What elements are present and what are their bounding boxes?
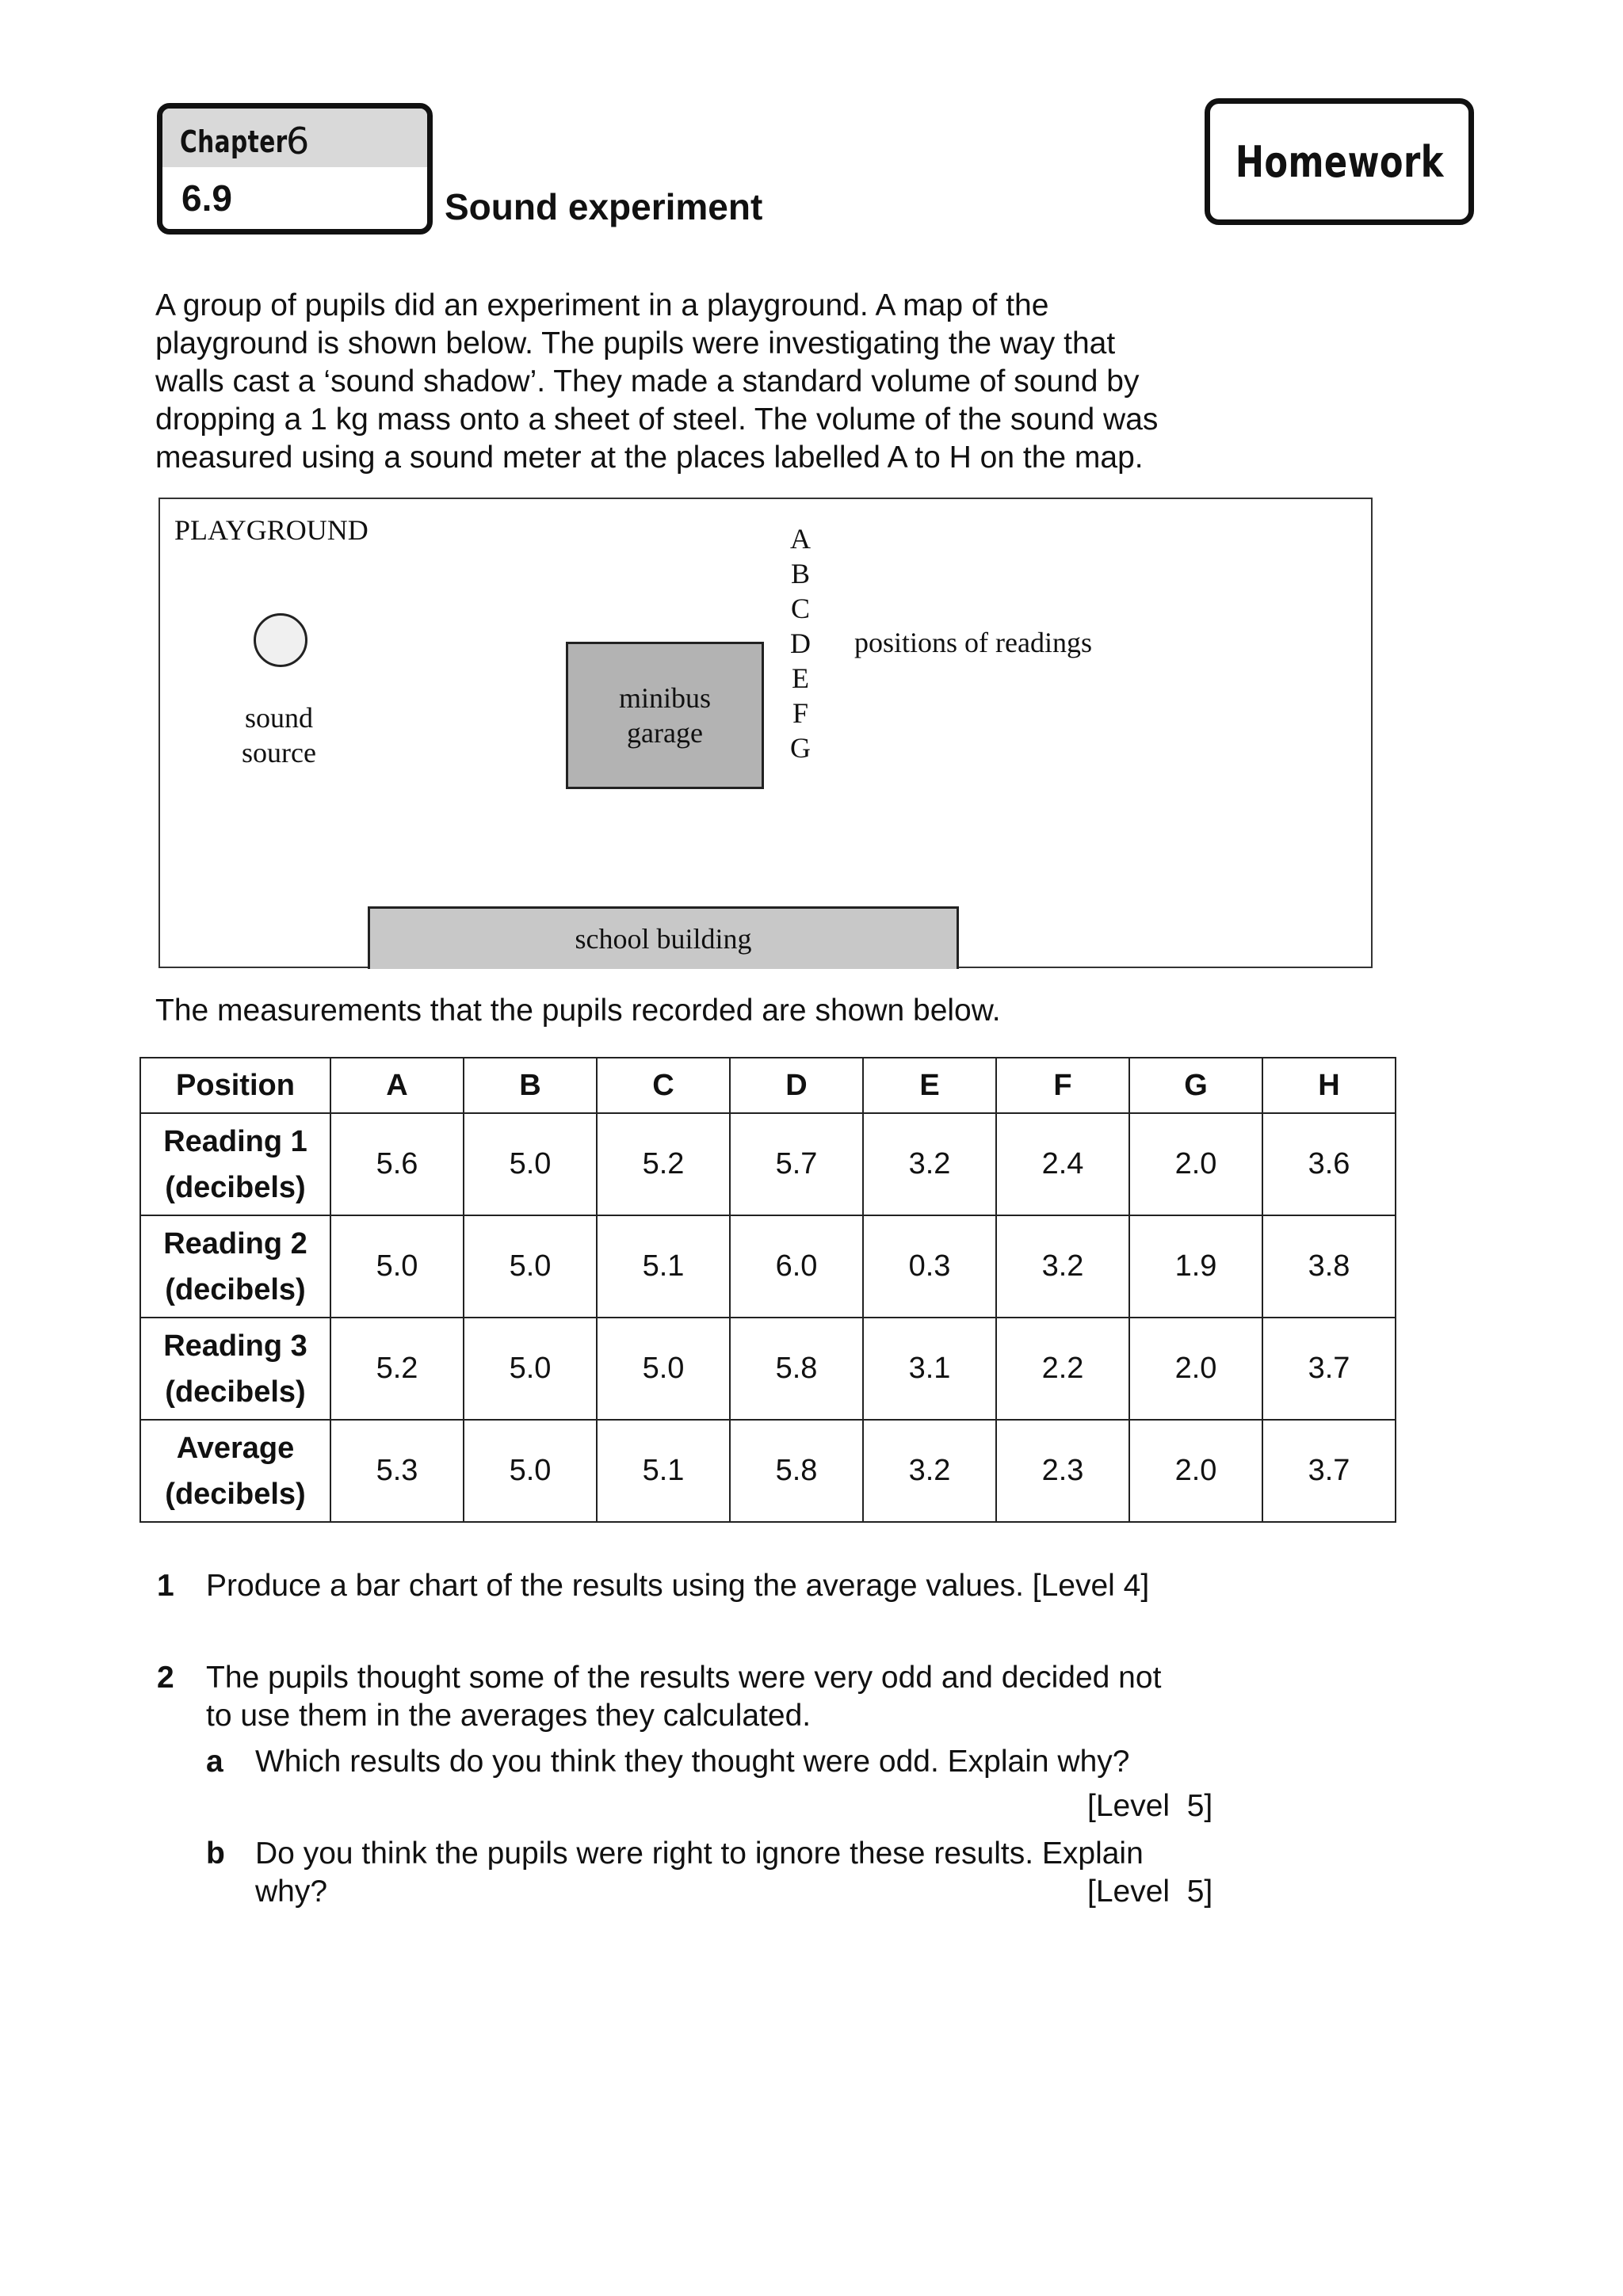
table-cell: 5.7 [730, 1113, 863, 1215]
table-cell: 2.0 [1129, 1113, 1262, 1215]
table-cell: 5.0 [330, 1215, 464, 1318]
table-cell: 5.8 [730, 1420, 863, 1522]
table-cell: 5.0 [597, 1318, 730, 1420]
chapter-number: 6 [286, 120, 310, 162]
table-row [140, 1113, 1396, 1215]
position-letter: C [790, 593, 810, 624]
table-cell: 5.0 [464, 1420, 597, 1522]
row-header-line: Reading 1 [163, 1124, 307, 1158]
table-header-row [140, 1058, 1396, 1113]
table-cell: 3.6 [1262, 1113, 1396, 1215]
garage-label-line: minibus [618, 682, 711, 714]
table-row [140, 1318, 1396, 1420]
table-cell: 5.0 [464, 1318, 597, 1420]
question-2b-level: [Level 5] [1087, 1875, 1213, 1909]
position-letter: B [790, 558, 810, 589]
table-cell: 3.2 [863, 1420, 996, 1522]
table-cell: 5.6 [330, 1113, 464, 1215]
positions-label: positions of readings [854, 627, 1092, 658]
row-header [140, 1420, 330, 1522]
column-header: G [1129, 1058, 1262, 1113]
question-1-number: 1 [157, 1569, 174, 1603]
position-letter: D [790, 627, 811, 659]
table-cell: 6.0 [730, 1215, 863, 1318]
row-header-line: (decibels) [165, 1272, 306, 1306]
table-cell: 5.8 [730, 1318, 863, 1420]
question-2-number: 2 [157, 1661, 174, 1695]
question-2-text [206, 1659, 1161, 1735]
sound-source-line: sound [244, 702, 313, 734]
table-cell: 2.0 [1129, 1420, 1262, 1522]
table-cell: 3.7 [1262, 1420, 1396, 1522]
intro-line: A group of pupils did an experiment in a playground. A map of the [155, 288, 1049, 322]
question-2b-label: b [206, 1836, 225, 1871]
row-header-line: Reading 2 [163, 1226, 307, 1261]
column-header: Position [140, 1058, 330, 1113]
column-header: E [863, 1058, 996, 1113]
column-header: F [996, 1058, 1129, 1113]
column-header: H [1262, 1058, 1396, 1113]
question-2a-text: Which results do you think they thought were odd. Explain why? [255, 1745, 1130, 1779]
question-2b-line: Do you think the pupils were right to ignore these results. Explain [255, 1836, 1144, 1871]
measurements-table [139, 1057, 1396, 1523]
row-header-line: (decibels) [165, 1477, 306, 1511]
school-building [368, 906, 959, 969]
table-cell: 2.3 [996, 1420, 1129, 1522]
intro-line: measured using a sound meter at the places labelled A to H on the map. [155, 441, 1144, 475]
homework-label: Homework [1235, 136, 1444, 187]
intro-line: dropping a 1 kg mass onto a sheet of steel. The volume of the sound was [155, 402, 1159, 437]
school-building-label: school building [575, 923, 752, 955]
sound-source-label [239, 700, 319, 770]
table-cell: 5.1 [597, 1420, 730, 1522]
garage-label-line: garage [627, 717, 703, 749]
sound-source-icon [254, 613, 307, 667]
table-cell: 5.2 [597, 1113, 730, 1215]
column-header: B [464, 1058, 597, 1113]
table-cell: 5.0 [464, 1215, 597, 1318]
map-title: PLAYGROUND [174, 514, 369, 546]
row-header-line: Average [176, 1431, 295, 1465]
question-2-line: The pupils thought some of the results were very odd and decided not [206, 1661, 1162, 1695]
table-cell: 2.2 [996, 1318, 1129, 1420]
reading-positions [785, 521, 816, 765]
row-header-line: (decibels) [165, 1170, 306, 1204]
intro-line: walls cast a ‘sound shadow’. They made a standard volume of sound by [155, 364, 1140, 399]
table-cell: 5.1 [597, 1215, 730, 1318]
measurements-intro: The measurements that the pupils recorded are shown below. [155, 994, 1001, 1028]
table-row [140, 1215, 1396, 1318]
row-header [140, 1215, 330, 1318]
row-header-line: (decibels) [165, 1375, 306, 1409]
table-cell: 1.9 [1129, 1215, 1262, 1318]
table-cell: 3.8 [1262, 1215, 1396, 1318]
table-cell: 3.2 [996, 1215, 1129, 1318]
row-header [140, 1113, 330, 1215]
position-letter: F [792, 697, 809, 729]
table-cell: 0.3 [863, 1215, 996, 1318]
column-header: A [330, 1058, 464, 1113]
intro-line: playground is shown below. The pupils were investigating the way that [155, 326, 1116, 360]
column-header: D [730, 1058, 863, 1113]
question-2b-line: why? [255, 1875, 328, 1909]
column-header: C [597, 1058, 730, 1113]
question-2a-level: [Level 5] [1087, 1789, 1213, 1823]
intro-paragraph [155, 287, 1281, 477]
table-cell: 5.0 [464, 1113, 597, 1215]
row-header [140, 1318, 330, 1420]
page-title: Sound experiment [445, 186, 763, 227]
section-number: 6.9 [181, 177, 232, 219]
position-letter: E [792, 662, 809, 694]
table-cell: 3.1 [863, 1318, 996, 1420]
table-cell: 2.4 [996, 1113, 1129, 1215]
question-1-text: Produce a bar chart of the results using the average values. [Level 4] [206, 1569, 1150, 1603]
row-header-line: Reading 3 [163, 1329, 307, 1363]
minibus-garage [566, 642, 764, 789]
sound-source-line: source [242, 737, 316, 769]
position-letter: G [790, 732, 811, 764]
table-cell: 5.2 [330, 1318, 464, 1420]
chapter-label: Chapter [180, 124, 288, 159]
table-cell: 3.2 [863, 1113, 996, 1215]
table-cell: 5.3 [330, 1420, 464, 1522]
question-2-line: to use them in the averages they calculated. [206, 1699, 812, 1733]
question-2a-label: a [206, 1745, 223, 1779]
homework-badge [1205, 98, 1474, 225]
table-cell: 2.0 [1129, 1318, 1262, 1420]
position-letter: A [790, 523, 811, 555]
table-cell: 3.7 [1262, 1318, 1396, 1420]
question-2b-text [255, 1835, 1144, 1911]
playground-map [158, 498, 1373, 968]
chapter-box [157, 103, 433, 235]
table-row [140, 1420, 1396, 1522]
